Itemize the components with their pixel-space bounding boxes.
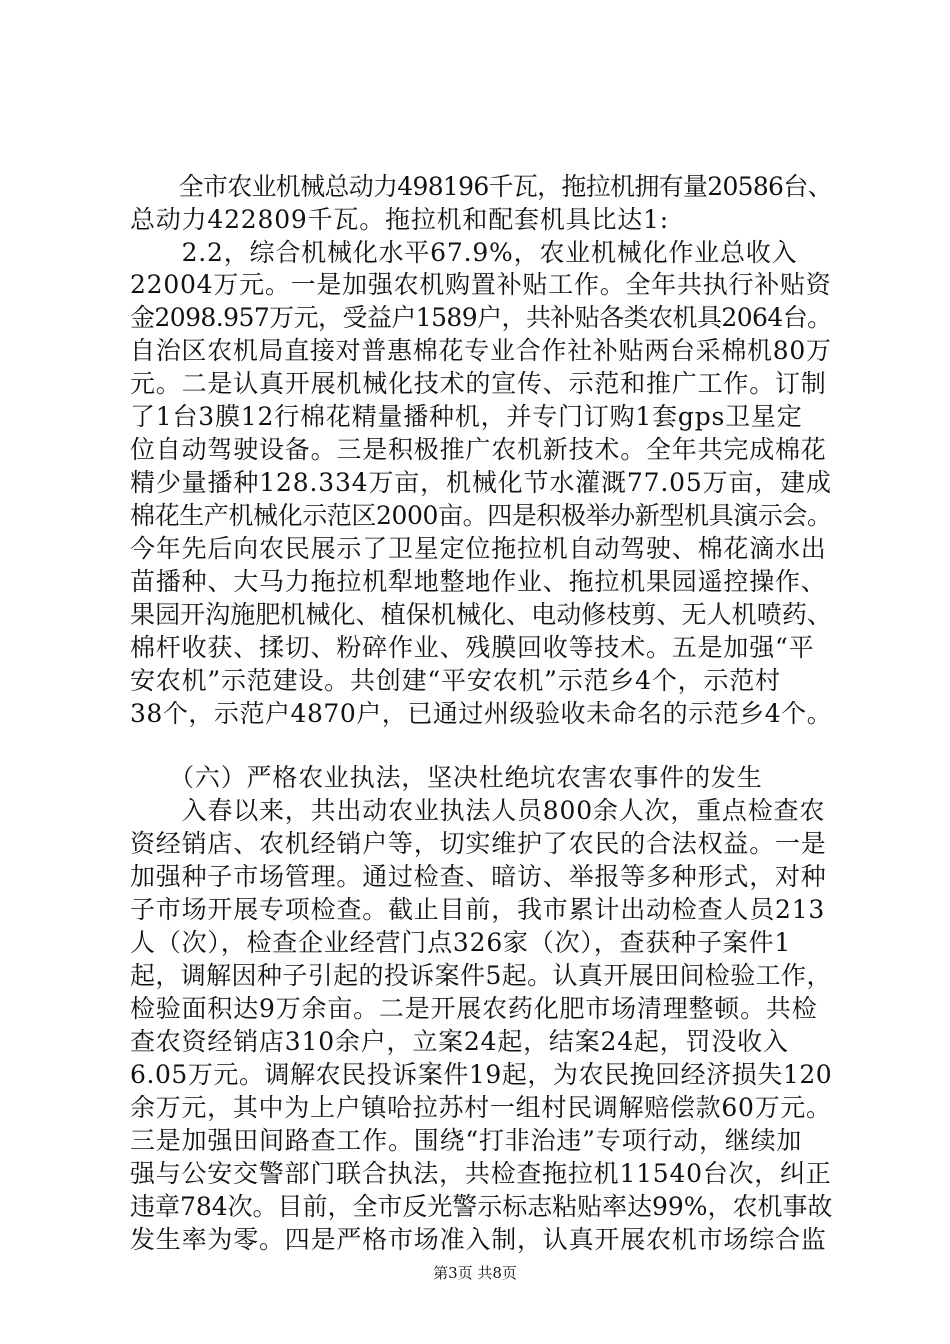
text-line: 人（次），检查企业经营门点326家（次），查获种子案件1 [130, 928, 792, 957]
text-line: 强与公安交警部门联合执法，共检查拖拉机11540台次，纠正 [130, 1159, 832, 1188]
text-line: 违章784次。目前，全市反光警示标志粘贴率达99%，农机事故 [130, 1192, 833, 1221]
text-line: 22004万元。一是加强农机购置补贴工作。全年共执行补贴资 [130, 270, 832, 299]
text-line: 发生率为零。四是严格市场准入制，认真开展农机市场综合监 [130, 1225, 827, 1254]
text-line: 棉杆收获、揉切、粉碎作业、残膜回收等技术。五是加强“平 [130, 633, 815, 662]
text-line: 查农资经销店310余户，立案24起，结案24起，罚没收入 [130, 1027, 789, 1056]
text-line: 38个，示范户4870户，已通过州级验收未命名的示范乡4个。 [130, 699, 833, 728]
page-footer: 第3页 共8页 [433, 1264, 517, 1282]
text-line: 元。二是认真开展机械化技术的宣传、示范和推广工作。订制 [130, 369, 827, 398]
text-line: 自治区农机局直接对普惠棉花专业合作社补贴两台采棉机80万 [130, 336, 832, 365]
text-line: 了1台3膜12行棉花精量播种机，并专门订购1套gps卫星定 [130, 402, 803, 431]
text-line: 起，调解因种子引起的投诉案件5起。认真开展田间检验工作， [130, 961, 832, 990]
text-line: 余万元，其中为上户镇哈拉苏村一组村民调解赔偿款60万元。 [130, 1093, 832, 1122]
text-line: 检验面积达9万余亩。二是开展农药化肥市场清理整顿。共检 [130, 994, 818, 1023]
text-line: 果园开沟施肥机械化、植保机械化、电动修枝剪、无人机喷药、 [130, 600, 832, 629]
text-line: 加强种子市场管理。通过检查、暗访、举报等多种形式，对种 [130, 862, 827, 891]
text-line: 棉花生产机械化示范区2000亩。四是积极举办新型机具演示会。 [130, 501, 832, 530]
text-line: 精少量播种128.334万亩，机械化节水灌溉77.05万亩，建成 [130, 468, 832, 497]
text-line: 总动力422809千瓦。拖拉机和配套机具比达1: [130, 205, 669, 234]
text-line: 6.05万元。调解农民投诉案件19起，为农民挽回经济损失120 [130, 1060, 833, 1089]
text-line: 全市农业机械总动力498196千瓦，拖拉机拥有量20586台、 [130, 172, 832, 201]
section-heading-text: （六）严格农业执法，坚决杜绝坑农害农事件的发生 [130, 763, 763, 792]
text-line: 三是加强田间路查工作。围绕“打非治违”专项行动，继续加 [130, 1126, 803, 1155]
text-line: 资经销店、农机经销户等，切实维护了农民的合法权益。一是 [130, 829, 827, 858]
text-line: 2.2，综合机械化水平67.9%，农业机械化作业总收入 [130, 238, 798, 267]
text-line: 今年先后向农民展示了卫星定位拖拉机自动驾驶、棉花滴水出 [130, 534, 827, 563]
text-line: 金2098.957万元，受益户1589户，共补贴各类农机具2064台。 [130, 303, 832, 332]
text-line: 安农机”示范建设。共创建“平安农机”示范乡4个，示范村 [130, 666, 781, 695]
text-line: 位自动驾驶设备。三是积极推广农机新技术。全年共完成棉花 [130, 435, 827, 464]
text-line: 子市场开展专项检查。截止目前，我市累计出动检查人员213 [130, 895, 826, 924]
text-line: 苗播种、大马力拖拉机犁地整地作业、拖拉机果园遥控操作、 [130, 567, 827, 596]
text-line: 入春以来，共出动农业执法人员800余人次，重点检查农 [130, 796, 826, 825]
